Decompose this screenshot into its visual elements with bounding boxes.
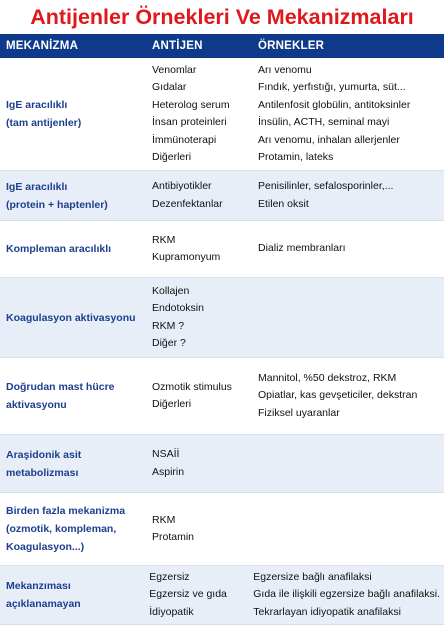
mechanism-line: Birden fazla mekanizma xyxy=(6,505,126,517)
example-item: Arı venomu xyxy=(258,63,312,76)
examples-cell xyxy=(258,58,444,170)
antigen-item: Dezenfektanlar xyxy=(152,197,223,210)
antigen-item: Egzersiz xyxy=(149,570,190,583)
mechanism-line: Koagulasyon...) xyxy=(6,541,85,553)
examples-cell xyxy=(258,493,444,565)
mechanism-line: Mekanzıması xyxy=(6,580,71,592)
antigen-cell xyxy=(150,493,258,565)
table-row xyxy=(0,278,444,358)
antigen-item: Ozmotik stimulus xyxy=(152,380,232,393)
antigen-item: Diğerleri xyxy=(152,398,192,410)
mechanism-line: metabolizması xyxy=(6,466,79,479)
mechanism-cell xyxy=(0,171,150,220)
example-item: Etilen oksit xyxy=(258,197,309,210)
example-item: Protamin, lateks xyxy=(258,151,334,163)
antigen-cell xyxy=(150,171,258,220)
antigen-item: Egzersiz ve gıda xyxy=(149,588,227,601)
table-row xyxy=(0,221,444,278)
example-item: İnsülin, ACTH, seminal mayi xyxy=(258,116,390,128)
mechanism-line: Araşidonik asit xyxy=(6,448,82,461)
header-examples: ÖRNEKLER xyxy=(258,40,325,52)
table-row xyxy=(0,58,444,171)
mechanism-line: aktivasyonu xyxy=(6,399,67,411)
antigen-item: İdiyopatik xyxy=(149,605,194,618)
header-antigen: ANTİJEN xyxy=(152,40,203,52)
mechanism-line: Doğrudan mast hücre xyxy=(6,381,115,393)
table-row xyxy=(0,566,444,625)
antigen-item: İnsan proteinleri xyxy=(152,116,227,128)
examples-cell xyxy=(258,358,444,434)
mechanism-cell xyxy=(0,566,147,624)
antigen-item: Diğer ? xyxy=(152,337,186,349)
examples-cell xyxy=(258,278,444,357)
example-item: Tekrarlayan idiyopatik anafilaksi xyxy=(253,605,401,618)
antigen-item: Heterolog serum xyxy=(152,98,230,111)
example-item: Antilenfosit globülin, antitoksinler xyxy=(258,98,411,111)
examples-cell xyxy=(253,566,444,624)
mechanism-line: açıklanamayan xyxy=(6,598,81,610)
table-row xyxy=(0,493,444,566)
antigen-item: RKM xyxy=(152,513,176,526)
examples-cell xyxy=(258,435,444,492)
example-item: Opiatlar, kas gevşeticiler, dekstran xyxy=(258,389,418,402)
examples-cell xyxy=(258,171,444,220)
antigen-item: İmmünoterapi xyxy=(152,133,217,146)
antigen-cell xyxy=(150,358,258,434)
example-item: Mannitol, %50 dekstroz, RKM xyxy=(258,371,397,384)
mechanism-cell xyxy=(0,221,150,277)
table-header xyxy=(0,34,444,58)
antigen-item: RKM ? xyxy=(152,319,185,332)
antigen-item: RKM xyxy=(152,233,176,246)
antigen-cell xyxy=(147,566,253,624)
mechanism-line: IgE aracılıklı xyxy=(6,99,68,111)
mechanism-line: Koagulasyon aktivasyonu xyxy=(6,311,136,324)
table-row xyxy=(0,358,444,435)
mechanism-cell xyxy=(0,58,150,170)
mechanism-line: (ozmotik, kompleman, xyxy=(6,523,117,535)
mechanism-cell xyxy=(0,278,150,357)
mechanism-cell xyxy=(0,435,150,492)
example-item: Egzersize bağlı anafilaksi xyxy=(253,570,372,583)
mechanism-cell xyxy=(0,358,150,434)
example-item: Arı venomu, inhalan allerjenler xyxy=(258,133,400,146)
antigen-cell xyxy=(150,435,258,492)
antigen-item: Gıdalar xyxy=(152,81,187,93)
antigen-item: Antibiyotikler xyxy=(152,180,212,192)
antigen-item: Endotoksin xyxy=(152,302,204,314)
mechanism-line: (tam antijenler) xyxy=(6,117,82,129)
antigen-item: NSAİİ xyxy=(152,448,180,460)
antigen-item: Protamin xyxy=(152,531,195,543)
mechanism-line: (protein + haptenler) xyxy=(6,198,108,211)
table-row xyxy=(0,171,444,221)
examples-cell xyxy=(258,221,444,277)
example-item: Penisilinler, sefalosporinler,... xyxy=(258,180,394,192)
example-item: Dializ membranları xyxy=(258,242,346,255)
header-mechanism: MEKANİZMA xyxy=(6,40,79,52)
antigen-item: Kollajen xyxy=(152,284,190,297)
antigen-item: Aspirin xyxy=(152,465,185,478)
example-item: Gıda ile ilişkili egzersize bağlı anafilaksi. xyxy=(253,588,440,601)
example-item: Fiziksel uyaranlar xyxy=(258,406,340,419)
antigen-item: Kupramonyum xyxy=(152,251,221,263)
antigen-cell xyxy=(150,221,258,277)
mechanism-line: IgE aracılıklı xyxy=(6,180,68,193)
antigen-cell xyxy=(150,58,258,170)
mechanism-line: Kompleman aracılıklı xyxy=(6,243,112,255)
table-row xyxy=(0,435,444,493)
page-title: Antijenler Örnekleri Ve Mekanizmaları xyxy=(30,4,414,29)
table-body xyxy=(0,58,444,625)
antigen-item: Venomlar xyxy=(152,63,197,76)
mechanism-cell xyxy=(0,493,150,565)
antigen-item: Diğerleri xyxy=(152,151,192,163)
antigen-cell xyxy=(150,278,258,357)
example-item: Fındık, yerfıstığı, yumurta, süt... xyxy=(258,81,406,93)
